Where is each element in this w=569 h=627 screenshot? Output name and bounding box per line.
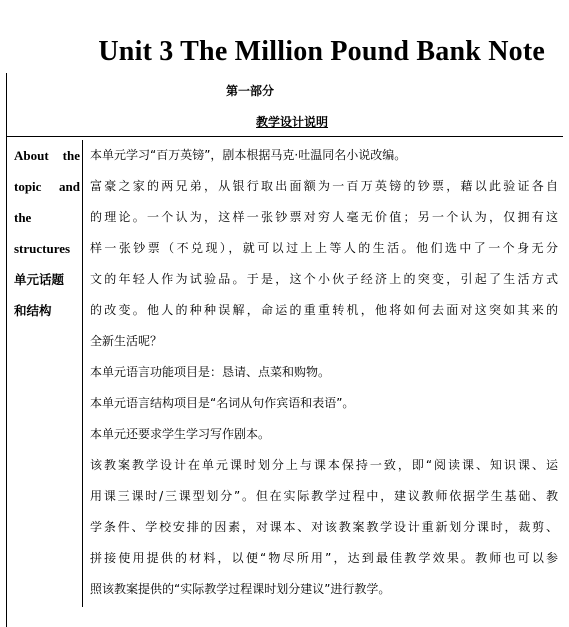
label-en-line: the [14,210,32,225]
paragraph-functions: 本单元语言功能项目是：恳请、点菜和购物。 [90,365,331,379]
label-zh-line: 单元话题 [14,272,65,287]
label-en-line: structures [14,241,71,256]
label-en-line: About the [14,140,80,171]
paragraph-writing: 本单元还要求学生学习写作剧本。 [90,427,271,441]
label-en-line: topic and [14,171,80,202]
label-en-word: the [62,148,80,163]
label-en-word: and [59,179,80,194]
part-label: 第一部分 [226,84,275,98]
label-zh-line: 和结构 [14,303,52,318]
section-title: 教学设计说明 [256,115,329,129]
column-divider [82,140,83,607]
unit-title: Unit 3 The Million Pound Bank Note [98,36,545,67]
paragraph-structures: 本单元语言结构项目是“名词从句作宾语和表语”。 [90,396,355,410]
paragraph-design: 该教案教学设计在单元课时划分上与课本保持一致，即“阅读课、知识课、运 用课三课时/三课型划分”。但在实际教学过程中，建议教师依据学生基础、教 学条件、学校安排的因素，对课本、对该教案教学设计重新划分课时，裁剪、 拼接使用提供的材料，以便“物尽所用”，达到最佳教学效果。教师也可以参 照该教案提供的“实际教学过程课时划分建议”进行教学。 [90,458,558,596]
paragraph-intro: 本单元学习“百万英镑”，剧本根据马克·吐温同名小说改编。 [90,148,407,162]
unit-description [90,140,558,605]
table-left-border [6,73,7,627]
paragraph-plot: 富豪之家的两兄弟，从银行取出面额为一百万英镑的钞票，藉以此验证各自 的理论。一个认为，这样一张钞票对穷人毫无价值；另一个认为，仅拥有这 样一张钞票（不兑现），就可以过上上等人的生活。他们选中了一个身无分 文的年轻人作为试验品。于是，这个小伙子经济上的突变，引起了生活方式 的改变。他人的种种误解，命运的重重转机，他将如何去面对这突如其来的 全新生活呢？ [90,179,558,348]
header-divider [6,136,563,137]
topic-structure-label [14,140,80,326]
